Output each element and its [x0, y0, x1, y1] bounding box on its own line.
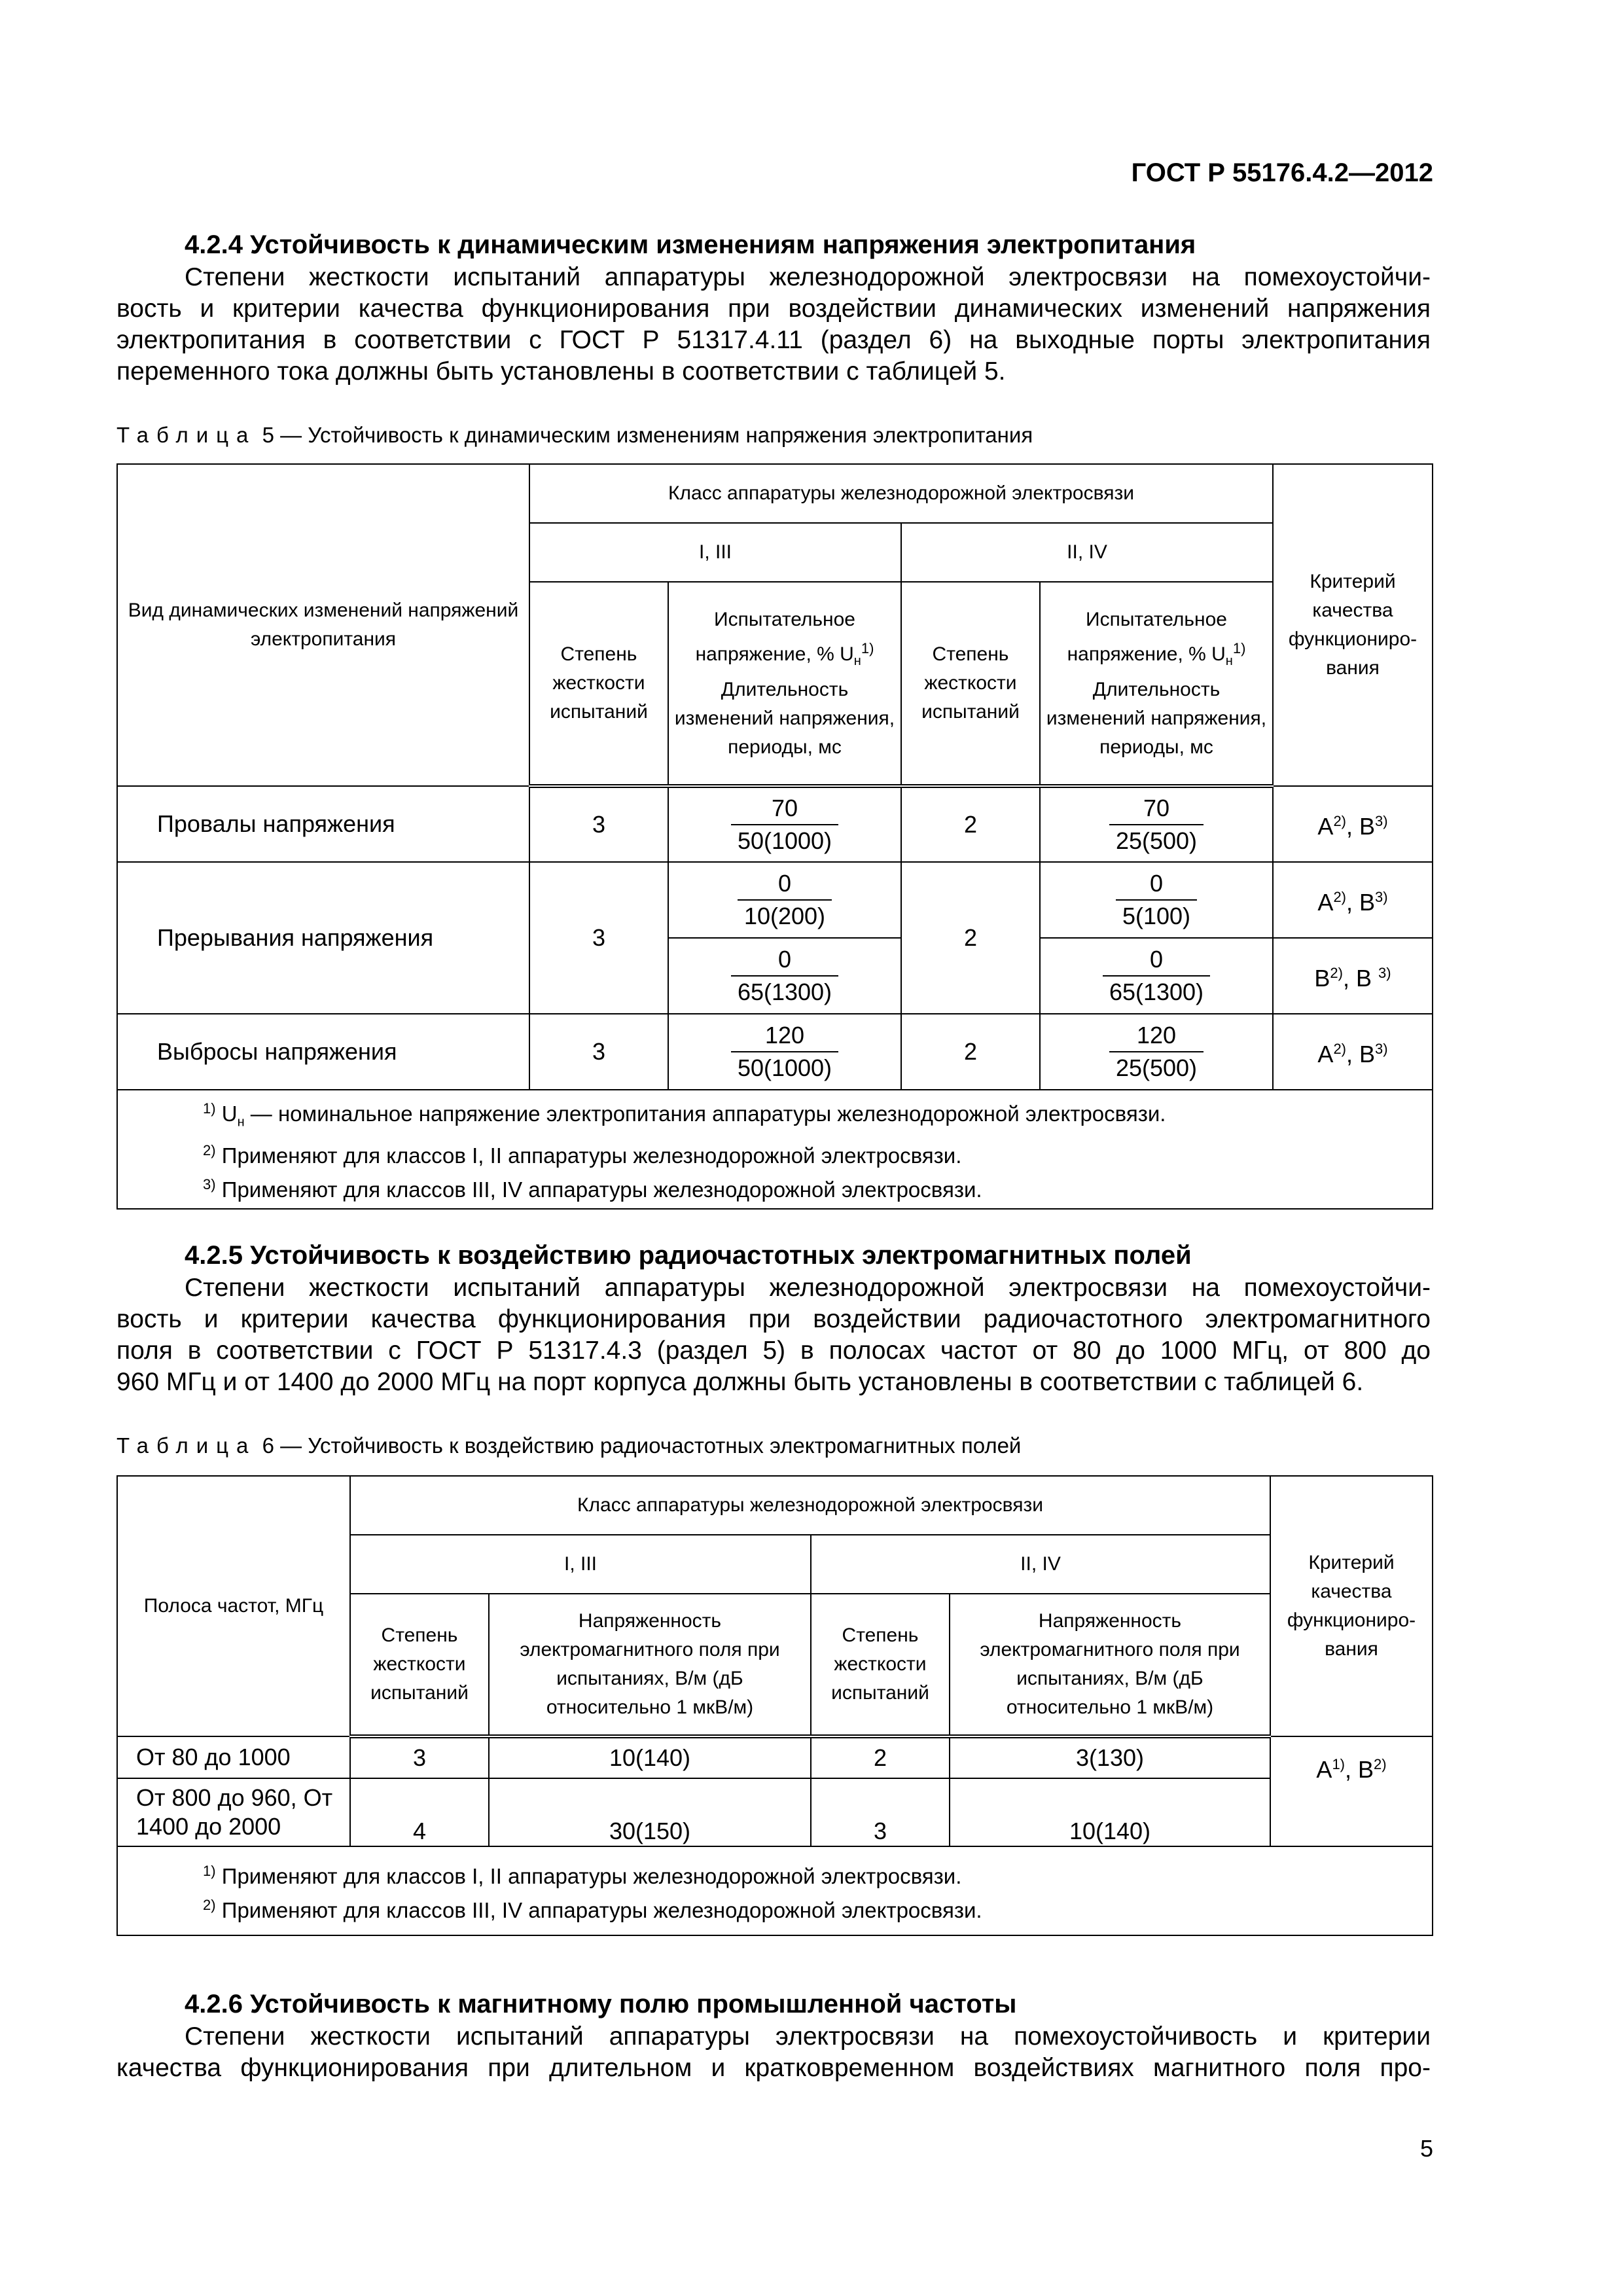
- table6-header-field: Напряженность электромагнитного поля при испытаниях, В/м (дБ относительно 1 мкВ/м): [950, 1594, 1270, 1736]
- table-caption-text: 6 — Устойчивость к воздействию радиочастотных электромагнитных полей: [262, 1433, 1022, 1458]
- degree-cell: 3: [350, 1736, 489, 1778]
- table-caption-word: Таблица: [116, 1433, 257, 1458]
- degree-cell: 3: [529, 786, 668, 862]
- footnote: $^{2)}$ Применяют для классов I, II аппаратуры железнодорожной электросвязи.: [203, 1142, 962, 1168]
- paragraph-line: электропитания в соответствии с ГОСТ Р 51317.4.11 (раздел 6) на выходные порты электропитания: [116, 326, 1431, 354]
- table5-header-class: Класс аппаратуры железнодорожной электросвязи: [529, 464, 1273, 523]
- table-caption-text: 5 — Устойчивость к динамическим изменениям напряжения электропитания: [262, 423, 1033, 447]
- criterion-cell: $А^{1)}$, $В^{2)}$: [1270, 1736, 1433, 1846]
- degree-cell: 3: [529, 1014, 668, 1090]
- criterion-cell: $А^{2)}$, $В^{3)}$: [1273, 1014, 1433, 1090]
- voltage-cell: $\frac{0}{10(200)}$: [668, 862, 901, 938]
- paragraph-line: качества функционирования при длительном и кратковременном воздействиях магнитного поля про-: [116, 2054, 1431, 2082]
- voltage-cell: $\frac{70}{25(500)}$: [1040, 786, 1273, 862]
- degree-cell: 2: [901, 1014, 1040, 1090]
- table6-header-group-1: I, III: [350, 1535, 811, 1594]
- row-label: Провалы напряжения: [117, 786, 529, 862]
- field-cell: 10(140): [489, 1736, 811, 1778]
- degree-cell: 2: [901, 862, 1040, 1014]
- table6-header-class: Класс аппаратуры железнодорожной электросвязи: [350, 1476, 1270, 1535]
- footnote: $^{2)}$ Применяют для классов III, IV аппаратуры железнодорожной электросвязи.: [203, 1897, 982, 1922]
- voltage-cell: $\frac{0}{65(1300)}$: [668, 938, 901, 1014]
- table5-footnotes: [117, 1090, 1433, 1209]
- field-cell: 30(150): [489, 1778, 811, 1846]
- page-number: 5: [1419, 2135, 1433, 2162]
- table-row: [117, 786, 1433, 862]
- field-cell: 3(130): [950, 1736, 1270, 1778]
- table-5: [116, 463, 1433, 1210]
- criterion-cell: $В^{2)}$, В $^{3)}$: [1273, 938, 1433, 1014]
- table-row: [117, 1014, 1433, 1090]
- table6-footnotes: [117, 1846, 1433, 1935]
- paragraph-line: Степени жесткости испытаний аппаратуры железнодорожной электросвязи на помехоустойчи-: [185, 1274, 1431, 1302]
- table6-header-band: Полоса частот, МГц: [117, 1476, 350, 1736]
- voltage-cell: $\frac{120}{25(500)}$: [1040, 1014, 1273, 1090]
- paragraph-line: переменного тока должны быть установлены в соответствии с таблицей 5.: [116, 357, 1006, 386]
- voltage-cell: $\frac{70}{50(1000)}$: [668, 786, 901, 862]
- table5-header-degree: Степень жесткости испытаний: [901, 582, 1040, 786]
- degree-cell: 4: [350, 1778, 489, 1846]
- paragraph-line: вость и критерии качества функционирования при воздействии динамических изменений напряжения: [116, 295, 1431, 323]
- table5-header-group-1: I, III: [529, 523, 901, 582]
- table5-header-group-2: II, IV: [901, 523, 1273, 582]
- footnote: $^{3)}$ Применяют для классов III, IV аппаратуры железнодорожной электросвязи.: [203, 1176, 982, 1202]
- table6-header-degree: Степень жесткости испытаний: [350, 1594, 489, 1736]
- row-label: Прерывания напряжения: [117, 862, 529, 1014]
- band-cell: От 80 до 1000: [117, 1736, 350, 1778]
- footnote: $^{1)}$ Применяют для классов I, II аппаратуры железнодорожной электросвязи.: [203, 1863, 962, 1888]
- table5-header-degree: Степень жесткости испытаний: [529, 582, 668, 786]
- degree-cell: 3: [811, 1778, 950, 1846]
- degree-cell: 2: [811, 1736, 950, 1778]
- table5-header-test-voltage: Испытательное напряжение, % $U_н^{1)}$ Длительность изменений напряжения, периоды, мс: [1040, 582, 1273, 786]
- paragraph-line: Степени жесткости испытаний аппаратуры электросвязи на помехоустойчивость и критерии: [185, 2022, 1431, 2051]
- section-4-2-5-title: 4.2.5 Устойчивость к воздействию радиочастотных электромагнитных полей: [185, 1241, 1192, 1270]
- table6-header-group-2: II, IV: [811, 1535, 1270, 1594]
- footnote: $^{1)}$ $U_н$ — номинальное напряжение электропитания аппаратуры железнодорожной электросвязи.: [203, 1100, 1166, 1130]
- degree-cell: 3: [529, 862, 668, 1014]
- table-5-caption: [116, 423, 1033, 448]
- table-6: [116, 1475, 1433, 1936]
- table5-header-criterion: Критерий качества функциониро-вания: [1273, 464, 1433, 786]
- section-4-2-6-title: 4.2.6 Устойчивость к магнитному полю промышленной частоты: [185, 1990, 1017, 2018]
- section-4-2-5-paragraph: [116, 1272, 1431, 1398]
- table6-header-field: Напряженность электромагнитного поля при испытаниях, В/м (дБ относительно 1 мкВ/м): [489, 1594, 811, 1736]
- table-row: [117, 862, 1433, 938]
- criterion-cell: $А^{2)}$, $В^{3)}$: [1273, 786, 1433, 862]
- voltage-cell: $\frac{120}{50(1000)}$: [668, 1014, 901, 1090]
- paragraph-line: вость и критерии качества функционирования при воздействии радиочастотного электромагнитного: [116, 1305, 1431, 1333]
- table-6-caption: [116, 1433, 1021, 1458]
- table-caption-word: Таблица: [116, 423, 257, 447]
- table6-header-criterion: Критерий качества функциониро-вания: [1270, 1476, 1433, 1736]
- band-cell: От 800 до 960, От 1400 до 2000: [117, 1778, 350, 1846]
- voltage-cell: $\frac{0}{65(1300)}$: [1040, 938, 1273, 1014]
- paragraph-line: 960 МГц и от 1400 до 2000 МГц на порт корпуса должны быть установлены в соответствии с таблицей 6.: [116, 1368, 1364, 1396]
- table5-header-test-voltage: Испытательное напряжение, % $U_н^{1)}$ Длительность изменений напряжения, периоды, мс: [668, 582, 901, 786]
- paragraph-line: Степени жесткости испытаний аппаратуры железнодорожной электросвязи на помехоустойчи-: [185, 263, 1431, 291]
- table-row: [117, 1736, 1433, 1778]
- voltage-cell: $\frac{0}{5(100)}$: [1040, 862, 1273, 938]
- criterion-cell: $А^{2)}$, $В^{3)}$: [1273, 862, 1433, 938]
- section-4-2-4-title: 4.2.4 Устойчивость к динамическим изменениям напряжения электропитания: [185, 230, 1196, 259]
- table-row: [117, 1778, 1433, 1846]
- row-label: Выбросы напряжения: [117, 1014, 529, 1090]
- field-cell: 10(140): [950, 1778, 1270, 1846]
- table6-header-degree: Степень жесткости испытаний: [811, 1594, 950, 1736]
- paragraph-line: поля в соответствии с ГОСТ Р 51317.4.3 (раздел 5) в полосах частот от 80 до 1000 МГц, от 800 до: [116, 1336, 1431, 1365]
- section-4-2-4-paragraph: [116, 262, 1431, 387]
- table5-header-type: Вид динамических изменений напряжений электропитания: [117, 464, 529, 786]
- degree-cell: 2: [901, 786, 1040, 862]
- document-header: ГОСТ Р 55176.4.2—2012: [1131, 158, 1433, 187]
- section-4-2-6-paragraph: [116, 2021, 1431, 2084]
